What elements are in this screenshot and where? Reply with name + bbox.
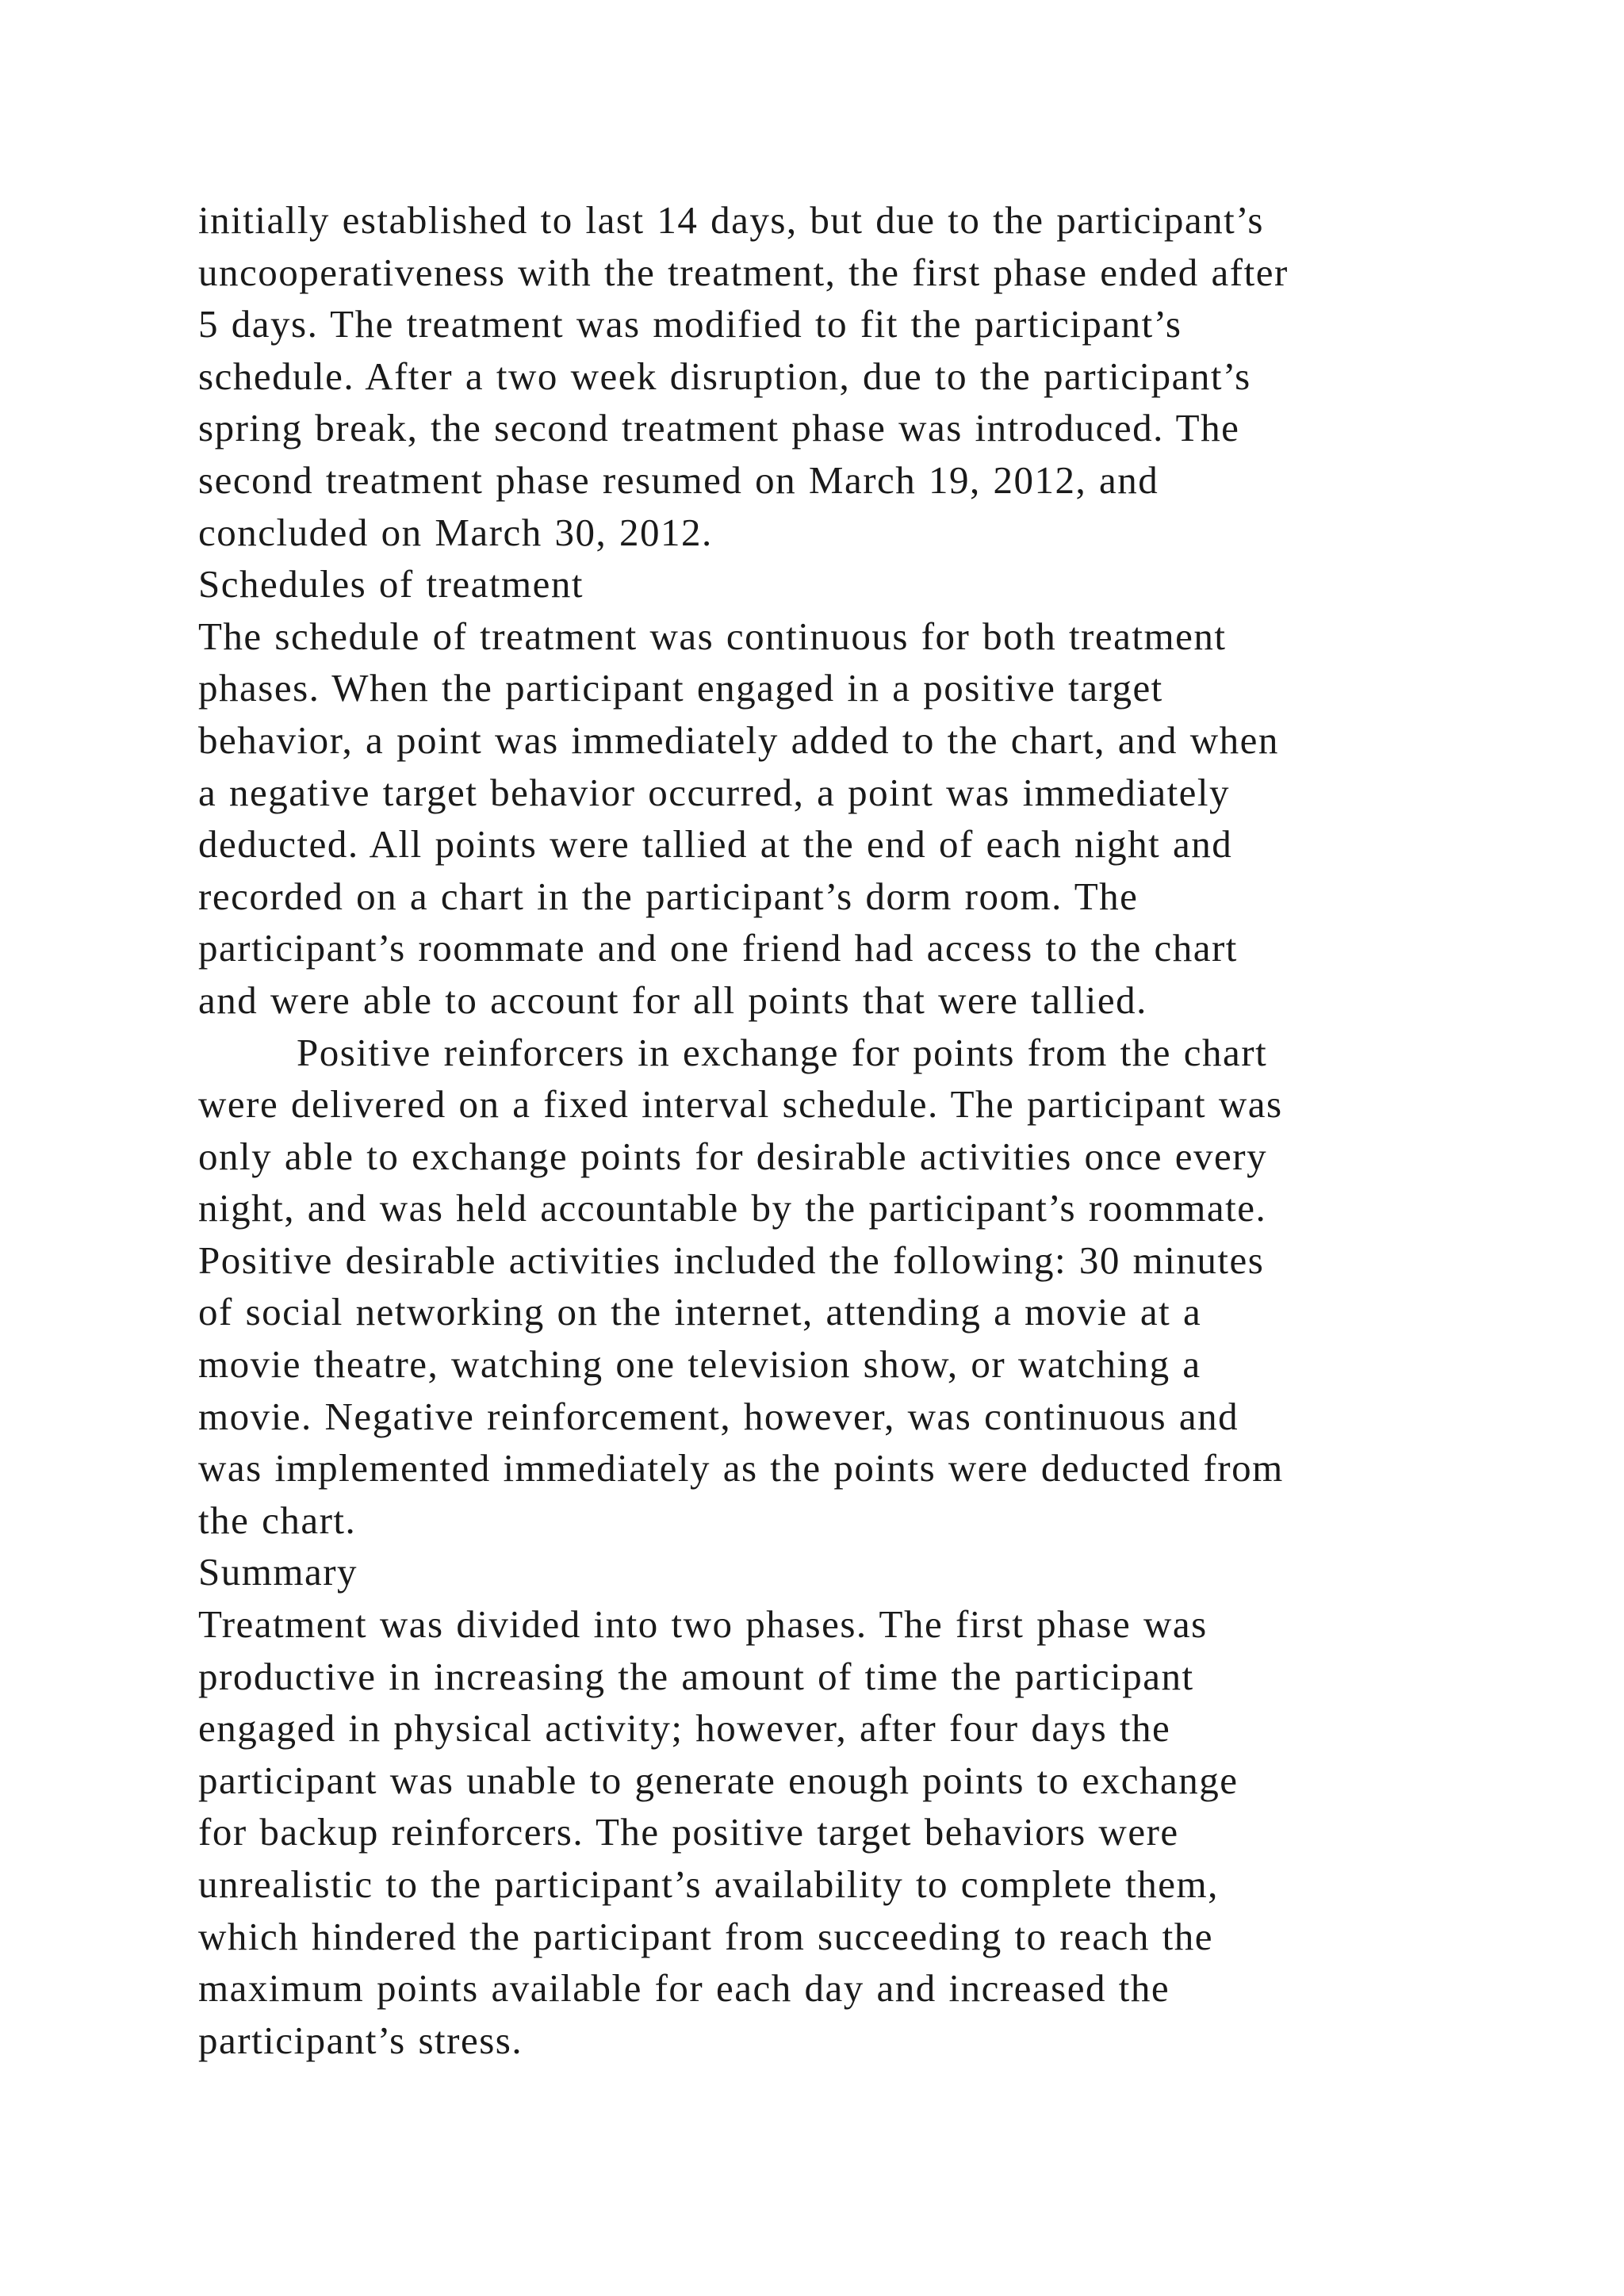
paragraph-first-line: Positive reinforcers in exchange for points from the chart <box>297 1030 1268 1074</box>
body-line: maximum points available for each day and increased the <box>198 1966 1170 2011</box>
body-line: engaged in physical activity; however, after four days the <box>198 1706 1171 1751</box>
body-line: movie. Negative reinforcement, however, was continuous and <box>198 1394 1239 1438</box>
body-line: which hindered the participant from succeeding to reach the <box>198 1914 1214 1958</box>
body-line: unrealistic to the participant’s availability to complete them, <box>198 1862 1219 1906</box>
body-line: The schedule of treatment was continuous for both treatment <box>198 614 1227 658</box>
body-line: spring break, the second treatment phase was introduced. The <box>198 406 1240 450</box>
section-heading-schedules: Schedules of treatment <box>198 562 584 607</box>
body-line: and were able to account for all points that were tallied. <box>198 978 1147 1022</box>
body-line: behavior, a point was immediately added to the chart, and when <box>198 718 1279 762</box>
body-line: deducted. All points were tallied at the end of each night and <box>198 822 1233 867</box>
body-line: were delivered on a fixed interval schedule. The participant was <box>198 1082 1283 1127</box>
body-line: for backup reinforcers. The positive target behaviors were <box>198 1810 1179 1854</box>
body-line: participant’s roommate and one friend had access to the chart <box>198 926 1238 970</box>
body-line: 5 days. The treatment was modified to fit the participant’s <box>198 302 1182 346</box>
body-line: concluded on March 30, 2012. <box>198 510 713 554</box>
body-line: recorded on a chart in the participant’s dorm room. The <box>198 874 1139 918</box>
body-line: movie theatre, watching one television show, or watching a <box>198 1342 1201 1387</box>
body-line: second treatment phase resumed on March 19, 2012, and <box>198 457 1159 502</box>
body-line: uncooperativeness with the treatment, the first phase ended after <box>198 250 1289 294</box>
body-line: the chart. <box>198 1498 357 1542</box>
body-line: participant was unable to generate enough points to exchange <box>198 1758 1239 1802</box>
document-body <box>198 194 1546 2066</box>
body-line: only able to exchange points for desirable activities once every <box>198 1134 1268 1178</box>
section-heading-summary: Summary <box>198 1550 358 1594</box>
body-line: night, and was held accountable by the participant’s roommate. <box>198 1186 1267 1230</box>
body-line: participant’s stress. <box>198 2018 523 2062</box>
body-line: schedule. After a two week disruption, due to the participant’s <box>198 354 1251 398</box>
body-line: phases. When the participant engaged in a positive target <box>198 666 1163 710</box>
body-line: Treatment was divided into two phases. The first phase was <box>198 1602 1208 1647</box>
body-line: initially established to last 14 days, but due to the participant’s <box>198 198 1264 242</box>
body-line: of social networking on the internet, attending a movie at a <box>198 1290 1202 1334</box>
body-line: productive in increasing the amount of time the participant <box>198 1654 1194 1698</box>
body-line: was implemented immediately as the points were deducted from <box>198 1446 1284 1490</box>
body-line: a negative target behavior occurred, a point was immediately <box>198 770 1231 814</box>
body-line: Positive desirable activities included the following: 30 minutes <box>198 1238 1265 1282</box>
